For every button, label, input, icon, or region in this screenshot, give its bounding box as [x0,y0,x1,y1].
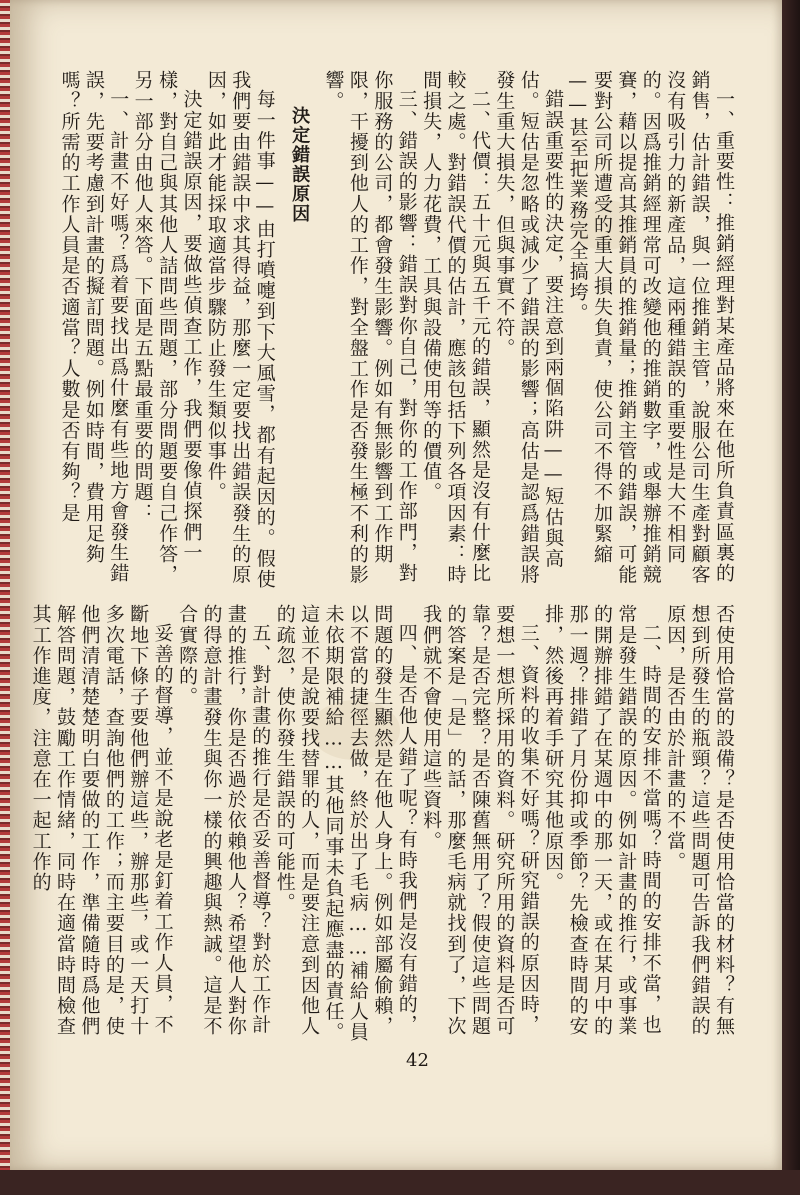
paragraph-cost: 二、代價：五十元與五千元的錯誤，顯然是沒有什麼比較之處。對錯誤代價的估計，應該包括下列各項因素：時間損失，人力花費，工具與設備使用等的價值。 [420,70,491,585]
upper-text-block [58,70,736,590]
book-binding [0,0,10,1195]
book-cover-edge [782,0,800,1195]
section-heading: 決定錯誤原因 [289,106,311,224]
book-cover-bottom [0,1170,800,1195]
paragraph-importance: 一、重要性：推銷經理對某產品將來在他所負責區裏的銷售，估計錯誤，與一位推銷主管，說服公司生產對顧客沒有吸引力的新產品，這兩種錯誤的重要性是大不相同的。因爲推銷經理常可改變他的推銷數字，或舉辦推銷競賽，藉以提高其推銷員的推銷量；推銷主管的錯誤，可能要對公司所遭受的重大損失負責，使公司不得不加緊縮——甚至把業務完全搞垮。 [566,70,735,585]
paragraph-underestimate-overestimate: 錯誤重要性的決定，要注意到兩個陷阱——短估與高估。短估是忽略或減少了錯誤的影響；高估是認爲錯誤將發生重大損失，但與事實不符。 [493,70,565,585]
paragraph-detective: 決定錯誤原因，要做些偵查工作，我們要像偵探們一樣，對自己與其他人詰問些問題，部分問題要自己作答，另一部分由他人來答。下面是五點最重要的問題： [131,70,203,585]
paragraph-cause-intro: 每一件事——由打噴嚏到下大風雪，都有起因的。假使我們要由錯誤中求其得益，那麼一定要找出錯誤發生的原因，如此才能採取適當步驟防止發生類似事件。 [204,70,276,590]
paragraph-proper-supervision: 妥善的督導，並不是說老是釘着工作人員，不斷地下條子要他們辦這些，辦那些，或一天打十多次電話，查詢他們的工作；而主要目的是，使他們清清楚楚明白要做的工作，準備隨時爲他們解答問題，鼓勵工作情緒，同時在適當時間檢查其工作進度，注意在一起工作的 [29,604,174,1037]
paragraph-planning: 一、計畫不好嗎？爲着要找出爲什麼有些地方會發生錯誤，先要考慮到計畫的擬訂問題。例如時間，費用足夠嗎？所需的工作人員是否適當？人數是否有夠？是 [58,70,130,584]
paragraph-planning-cont: 否使用恰當的設備？是否使用恰當的材料？有無想到所發生的瓶頸？這些問題可告訴我們錯誤的原因，是否由於計畫的不當。 [664,604,735,1037]
paragraph-others-error: 四、是否他人錯了呢？有時我們是沒有錯的，問題的發生顯然是在他人身上。例如部屬偷賴，以不當的捷徑去做，終於出了毛病……補給人員未依期限補給……其他同事未負起應盡的責任。這並不是說要找替罪的人，而是要注意到因他人的疏忽，使你發生錯誤的可能性。 [273,604,418,1043]
lower-text-block [29,604,736,1054]
book-page [10,0,782,1170]
paragraph-data-collection: 三、資料的收集不好嗎？研究錯誤的原因時，要想一想所採用的資料。研究所用的資料是否可靠？是否完整？是否陳舊無用了？假使這些問題的答案是「是」的話，那麼毛病就找到了，下次我們就不會使用這些資料。 [420,604,540,1037]
paragraph-supervision: 五、對計畫的推行是否妥善督導？對於工作計畫的推行，你是否過於依賴他人？希望他人對你的得意計畫發生與你一樣的興趣與熱誠。這是不合實際的。 [176,604,272,1037]
paragraph-impact: 三、錯誤的影響：錯誤對你自己，對你的工作部門，對你服務的公司，都會發生影響。例如有無影響到工作期限，干擾到他人的工作，對全盤工作是否發生極不利的影響。 [322,70,418,585]
paragraph-timing: 二、時間的安排不當嗎？時間的安排不當，也常是發生錯誤的原因。例如計畫的推行，或事業的開辦排錯了在某週中的那一天，或在某月中的那一週？排錯了月份抑或季節？先檢查時間的安排，然後再着手研究其他原因。 [542,604,662,1037]
page-number: 42 [406,1050,429,1071]
